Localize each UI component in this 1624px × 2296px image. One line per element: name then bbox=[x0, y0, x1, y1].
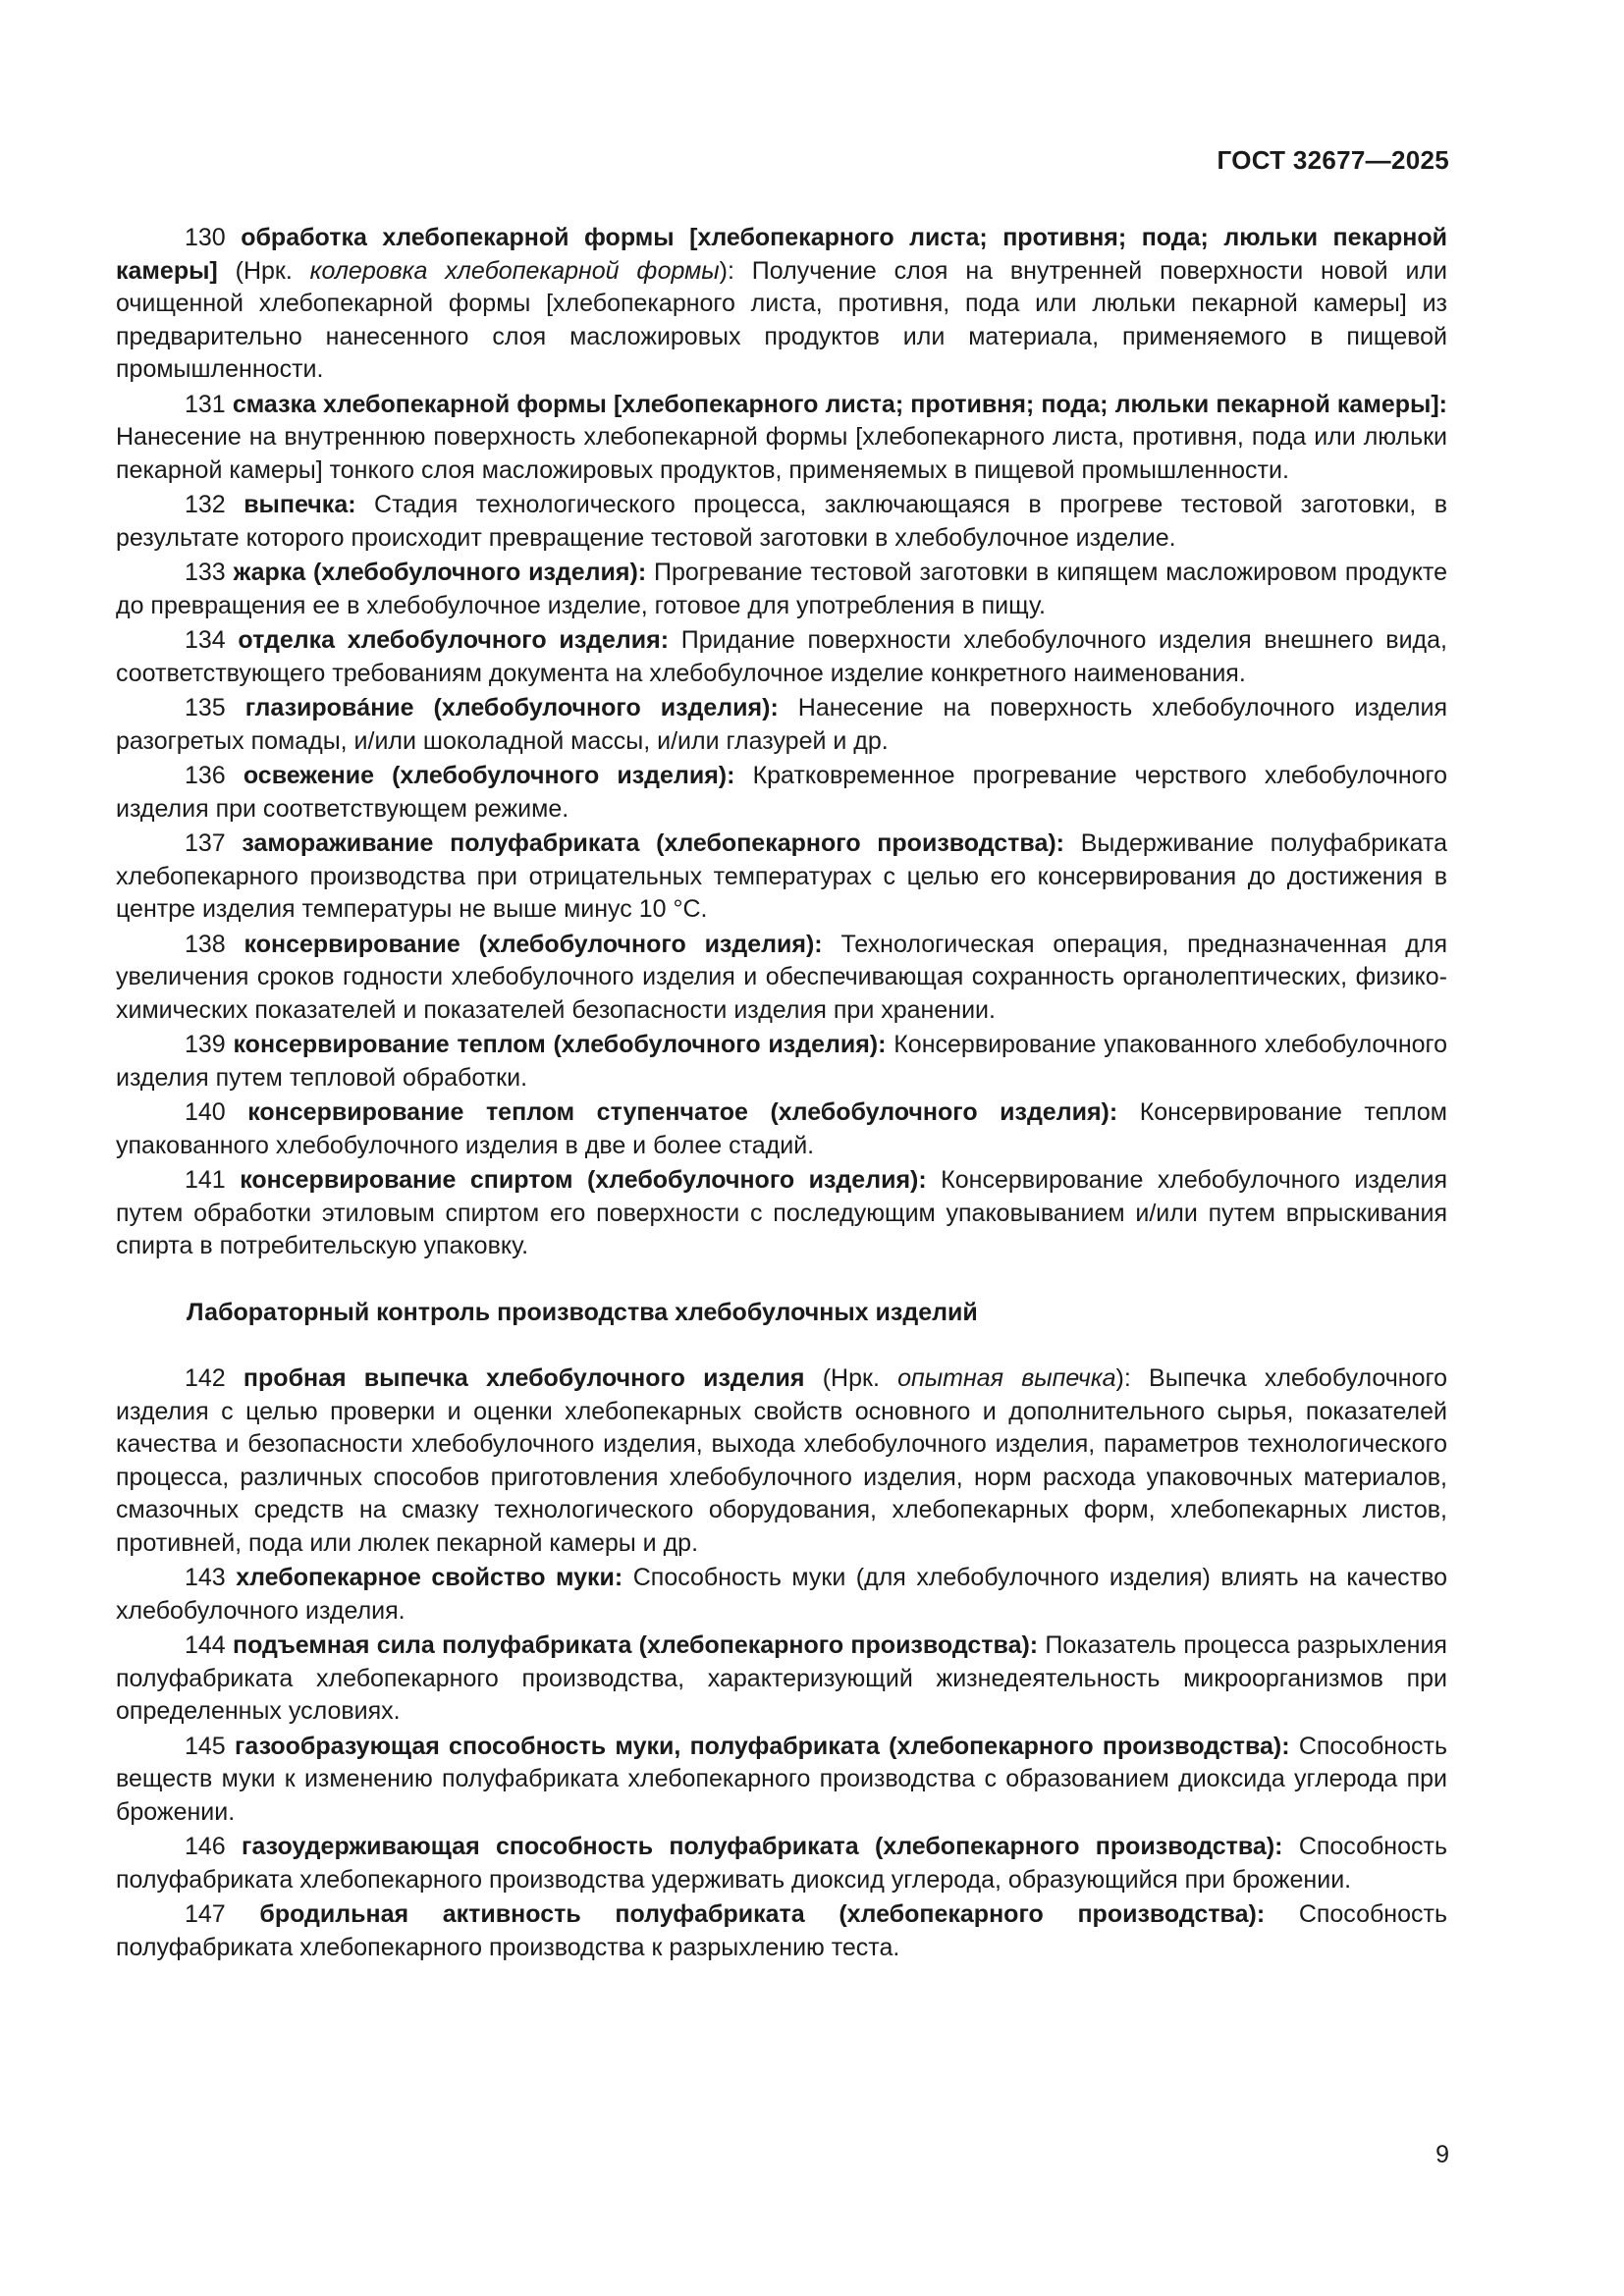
term-number: 142 bbox=[185, 1364, 226, 1392]
term-definition: Консервирование упакованного хлебобулочного изделия путем тепловой обработки. bbox=[116, 1031, 1447, 1092]
term-title: газоудерживающая способность полуфабриката (хлебопекарного производства): bbox=[242, 1833, 1283, 1860]
term-entry bbox=[116, 1164, 1447, 1263]
term-entry bbox=[116, 828, 1447, 927]
term-definition: Способность полуфабриката хлебопекарного производства удерживать диоксид углерода, образующийся при брожении. bbox=[116, 1833, 1447, 1894]
term-separator bbox=[356, 491, 374, 518]
term-separator bbox=[669, 626, 681, 654]
term-title: консервирование спиртом (хлебобулочного изделия): bbox=[240, 1166, 927, 1194]
term-separator bbox=[927, 1166, 941, 1194]
term-number: 140 bbox=[185, 1098, 226, 1126]
term-definition: Способность веществ муки к изменению полуфабриката хлебопекарного производства с образованием диоксида углерода при брожении. bbox=[116, 1732, 1447, 1826]
term-definition: Кратковременное прогревание черствого хлебобулочного изделия при соответствующем режиме. bbox=[116, 762, 1447, 823]
term-title: замораживание полуфабриката (хлебопекарного производства): bbox=[242, 829, 1065, 857]
term-definition: Выдерживание полуфабриката хлебопекарного производства при отрицательных температурах с целью его консервирования до достижения в центре изделия температуры не выше минус 10 °С. bbox=[116, 829, 1447, 923]
term-number: 134 bbox=[185, 626, 226, 654]
term-deprecated-synonym: опытная выпечка bbox=[897, 1364, 1116, 1392]
term-separator: ): bbox=[719, 256, 752, 285]
term-number: 131 bbox=[185, 390, 226, 418]
term-number: 130 bbox=[185, 224, 226, 251]
section-title: Лабораторный контроль производства хлебобулочных изделий bbox=[187, 1298, 978, 1326]
term-separator bbox=[646, 559, 654, 586]
term-separator bbox=[1117, 1098, 1140, 1126]
term-definition: Консервирование хлебобулочного изделия путем обработки этиловым спиртом его поверхности с последующим упаковыванием и/или путем впрыскивания спирта в потребительскую упаковку. bbox=[116, 1166, 1448, 1259]
term-title: консервирование (хлебобулочного изделия): bbox=[244, 930, 823, 958]
term-entry bbox=[116, 557, 1447, 622]
term-number: 147 bbox=[185, 1900, 226, 1928]
term-separator bbox=[1283, 1833, 1299, 1860]
term-separator bbox=[623, 1564, 633, 1591]
term-separator bbox=[734, 762, 752, 789]
term-title: бродильная активность полуфабриката (хлебопекарного производства): bbox=[259, 1900, 1266, 1928]
term-entry bbox=[116, 1562, 1447, 1628]
document-id: ГОСТ 32677—2025 bbox=[1217, 145, 1449, 175]
term-note-prefix: (Нрк. bbox=[804, 1364, 898, 1392]
term-definition: Способность полуфабриката хлебопекарного производства к разрыхлению теста. bbox=[116, 1900, 1447, 1961]
term-number: 135 bbox=[185, 694, 226, 721]
term-entry bbox=[116, 489, 1447, 555]
term-title: консервирование теплом ступенчатое (хлебобулочного изделия): bbox=[247, 1098, 1118, 1126]
term-title: смазка хлебопекарной формы [хлебопекарного листа; противня; пода; люльки пекарной камеры]: bbox=[232, 390, 1447, 418]
term-definition: Получение слоя на внутренней поверхности новой или очищенной хлебопекарной формы [хлебопекарного листа, противня, пода или люльки пекарной камеры] из предварительно нанесенного слоя масложировых продуктов или материала, применяемого в пищевой промышленности. bbox=[116, 256, 1447, 383]
term-separator: ): bbox=[1115, 1364, 1150, 1392]
term-number: 133 bbox=[185, 559, 226, 586]
term-title: обработка хлебопекарной формы [хлебопекарного листа; противня; пода; люльки пекарной камеры] bbox=[116, 224, 1447, 285]
term-title: глазировáние (хлебобулочного изделия): bbox=[244, 694, 779, 721]
term-title: газообразующая способность муки, полуфабриката (хлебопекарного производства): bbox=[234, 1732, 1290, 1760]
term-separator bbox=[1064, 829, 1081, 857]
page-number: 9 bbox=[1435, 2141, 1449, 2168]
term-separator bbox=[779, 694, 798, 721]
term-definition: Придание поверхности хлебобулочного изделия внешнего вида, соответствующего требованиям документа на хлебобулочное изделие конкретного наименования. bbox=[116, 626, 1447, 687]
term-title: освежение (хлебобулочного изделия): bbox=[243, 762, 735, 789]
term-definition: Стадия технологического процесса, заключающаяся в прогреве тестовой заготовки, в результате которого происходит превращение тестовой заготовки в хлебобулочное изделие. bbox=[116, 491, 1447, 552]
term-definition: Нанесение на внутреннюю поверхность хлебопекарной формы [хлебопекарного листа, противня, пода или люльки пекарной камеры] тонкого слоя масложировых продуктов, применяемых в пищевой промышленности. bbox=[116, 423, 1447, 484]
term-number: 146 bbox=[185, 1833, 226, 1860]
term-entry bbox=[116, 389, 1447, 488]
term-entry bbox=[116, 1362, 1447, 1560]
term-definition: Прогревание тестовой заготовки в кипящем масложировом продукте до превращения ее в хлебобулочное изделие, готовое для употребления в пищу. bbox=[116, 559, 1447, 619]
document-body bbox=[116, 222, 1447, 1966]
term-definition: Способность муки (для хлебобулочного изделия) влиять на качество хлебобулочного изделия. bbox=[116, 1564, 1447, 1625]
term-title: консервирование теплом (хлебобулочного изделия): bbox=[233, 1031, 887, 1058]
terms-group-lab-control bbox=[116, 1362, 1447, 1964]
term-number: 144 bbox=[185, 1631, 226, 1659]
term-entry bbox=[116, 1096, 1447, 1162]
term-number: 145 bbox=[185, 1732, 226, 1760]
term-separator bbox=[1265, 1900, 1299, 1928]
term-entry bbox=[116, 1898, 1447, 1964]
term-number: 138 bbox=[185, 930, 226, 958]
term-title: подъемная сила полуфабриката (хлебопекарного производства): bbox=[233, 1631, 1039, 1659]
term-entry bbox=[116, 1831, 1447, 1896]
term-note-prefix: (Нрк. bbox=[217, 256, 310, 285]
term-title: хлебопекарное свойство муки: bbox=[236, 1564, 623, 1591]
term-definition: Нанесение на поверхность хлебобулочного изделия разогретых помады, и/или шоколадной массы, и/или глазурей и др. bbox=[116, 694, 1447, 755]
term-entry bbox=[116, 1029, 1447, 1095]
term-deprecated-synonym: колеровка хлебопекарной формы bbox=[309, 256, 720, 285]
term-definition: Консервирование теплом упакованного хлебобулочного изделия в две и более стадий. bbox=[116, 1098, 1447, 1159]
term-number: 132 bbox=[185, 491, 226, 518]
term-separator bbox=[1290, 1733, 1299, 1760]
term-entry bbox=[116, 1629, 1447, 1729]
term-separator bbox=[823, 931, 841, 958]
term-entry bbox=[116, 1731, 1447, 1830]
term-title: жарка (хлебобулочного изделия): bbox=[233, 559, 647, 586]
term-number: 141 bbox=[185, 1166, 226, 1194]
terms-group-production bbox=[116, 222, 1447, 1263]
term-definition: Технологическая операция, предназначенная для увеличения сроков годности хлебобулочного изделия и обеспечивающая сохранность органолептических, физико-химических показателей и показателей безопасности изделия при хранении. bbox=[116, 930, 1447, 1024]
term-number: 139 bbox=[185, 1031, 226, 1058]
term-definition: Показатель процесса разрыхления полуфабриката хлебопекарного производства, характеризующий жизнедеятельность микроорганизмов при определенных условиях. bbox=[116, 1631, 1447, 1725]
term-number: 137 bbox=[185, 829, 226, 857]
term-number: 136 bbox=[185, 762, 226, 789]
term-title: выпечка: bbox=[244, 491, 356, 518]
term-title: пробная выпечка хлебобулочного изделия bbox=[243, 1364, 805, 1392]
term-entry bbox=[116, 624, 1447, 690]
term-number: 143 bbox=[185, 1564, 226, 1591]
term-definition: Выпечка хлебобулочного изделия с целью проверки и оценки хлебопекарных свойств основного и дополнительного сырья, показателей качества и безопасности хлебобулочного изделия, выхода хлебобулочного изделия, параметров технологического процесса, различных способов приготовления хлебобулочного изделия, норм расхода упаковочных материалов, смазочных средств на смазку технологического оборудования, хлебопекарных форм, хлебопекарных листов, противней, пода или люлек пекарной камеры и др. bbox=[116, 1364, 1447, 1557]
term-entry bbox=[116, 222, 1447, 387]
term-entry bbox=[116, 929, 1447, 1028]
term-entry bbox=[116, 692, 1447, 758]
term-title: отделка хлебобулочного изделия: bbox=[238, 626, 670, 654]
term-entry bbox=[116, 760, 1447, 826]
